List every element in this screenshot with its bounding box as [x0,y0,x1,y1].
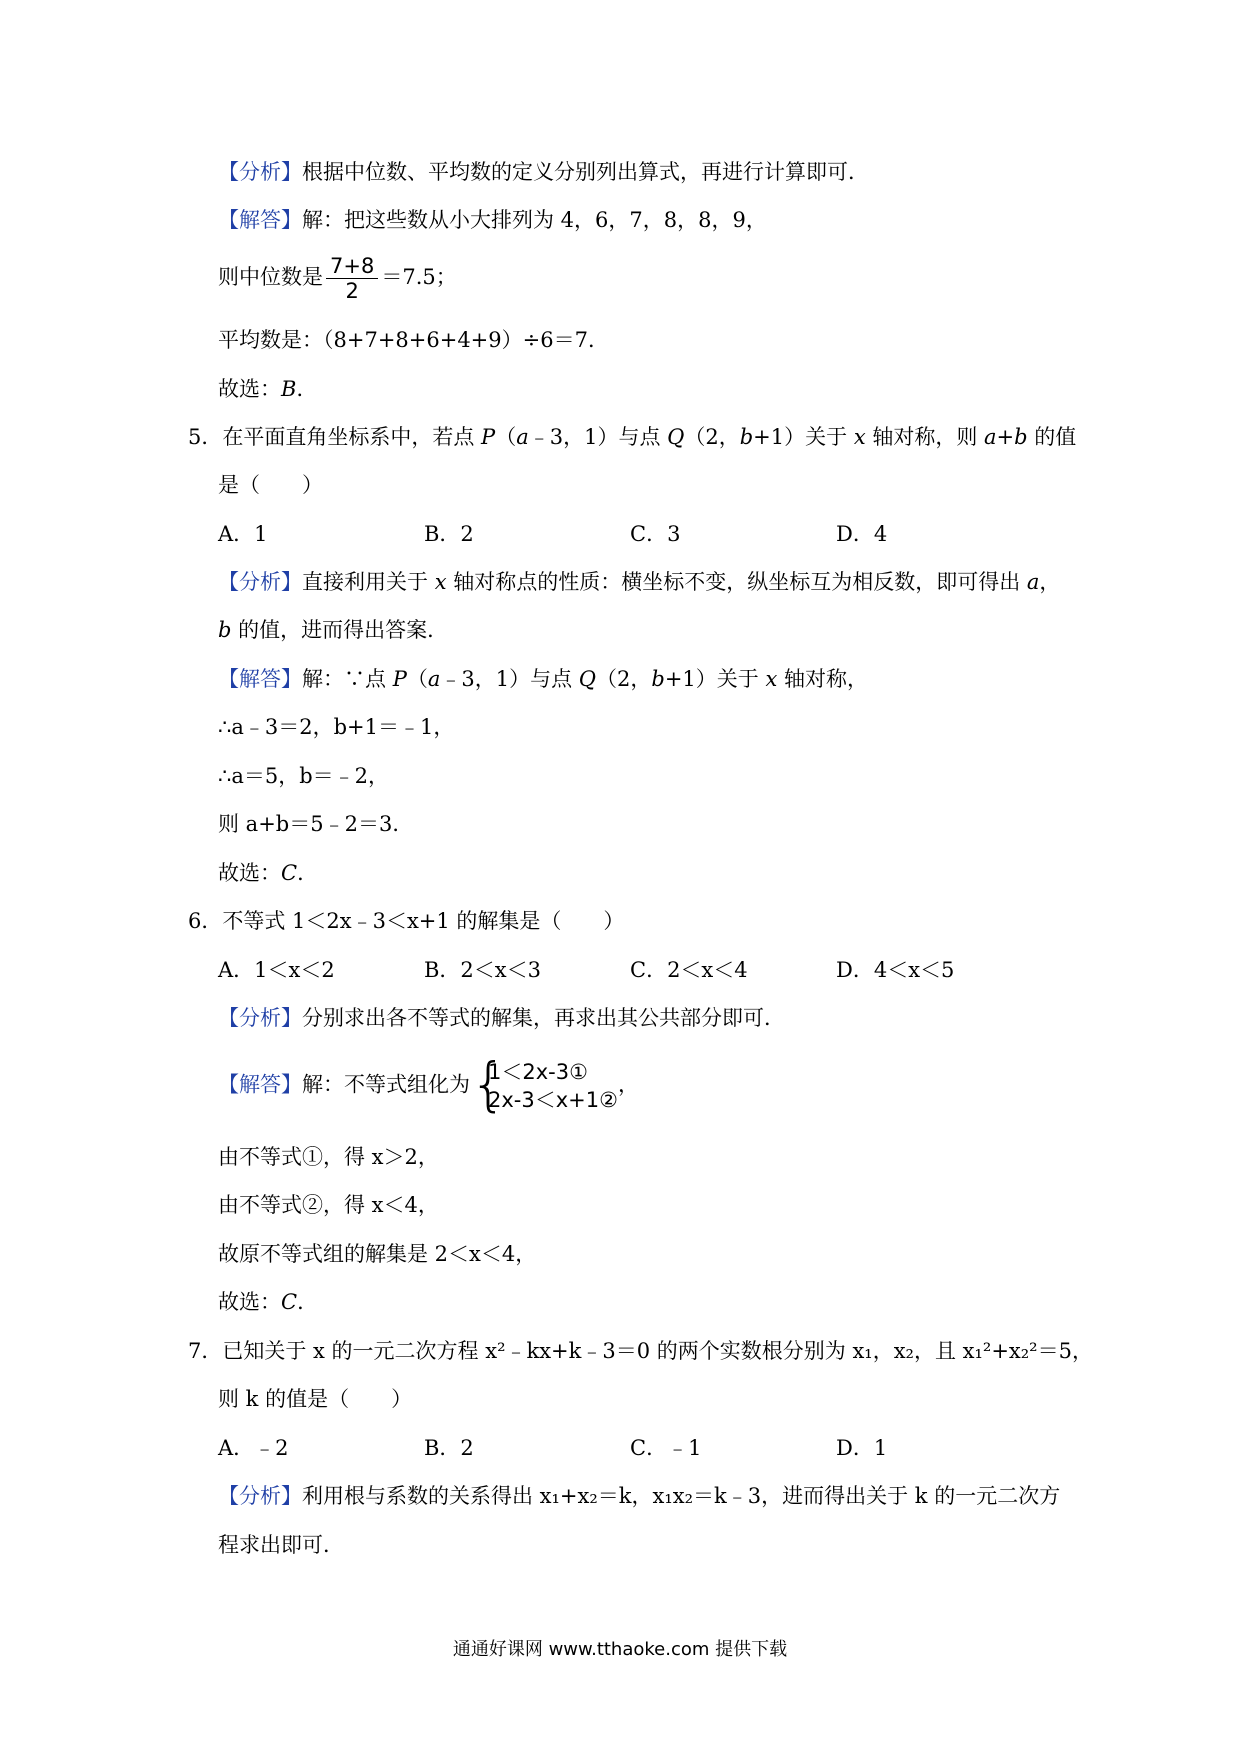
option-c: C．2＜x＜4 [630,958,748,982]
answer-suffix: ． [296,377,318,401]
analysis-text: 利用根与系数的关系得出 x₁+x₂＝k，x₁x₂＝k﹣3，进而得出关于 k 的一元二次方 [302,1484,1061,1508]
page-footer: 通通好课网 www.tthaoke.com 提供下载 [452,1639,788,1660]
inequality-2: 2x-3＜x+1② [488,1088,618,1112]
analysis-tag: 【分析】 [218,1006,302,1030]
q5-part: （ [495,425,517,449]
q5-solution-part: （2， [595,667,652,691]
solution-text: 解：把这些数从小大排列为 4，6，7，8，8，9， [302,208,767,232]
answer-letter: B [281,377,297,401]
q5-solution-line [218,664,868,694]
answer-prefix: 故选： [218,377,281,401]
system-suffix: ， [617,1072,639,1097]
solution-text: 解：不等式组化为 [302,1072,470,1097]
analysis-tag: 【分析】 [218,160,302,184]
q5-analysis-var: b [218,618,232,642]
q5-solution-var: x [765,667,778,691]
option-c: C．3 [630,522,681,546]
q5-part: 的值 [1027,425,1077,449]
median-result: ＝7.5； [381,265,457,289]
question-7-stem: 7．已知关于 x 的一元二次方程 x²﹣kx+k﹣3＝0 的两个实数根分别为 x₁，x₂，且 x₁²+x₂²＝5， [188,1339,1093,1363]
q5-part: ﹣3，1）与点 [528,425,668,449]
q6-step-2: 由不等式②，得 x＜4， [218,1193,439,1217]
inequality-1: 1＜2x-3① [488,1060,588,1084]
question-5-stem [188,422,1076,452]
q5-analysis-part: 轴对称点的性质：横坐标不变，纵坐标互为相反数，即可得出 [446,570,1027,594]
analysis-line [218,157,869,187]
analysis-text: 根据中位数、平均数的定义分别列出算式，再进行计算即可． [302,160,869,184]
q5-part: （2， [684,425,740,449]
q5-part: +1）关于 [753,425,854,449]
median-prefix: 则中位数是 [218,265,323,289]
q5-analysis-var: x [434,570,447,594]
option-d: D．4 [836,522,888,546]
left-brace: { [470,1050,507,1118]
analysis-tag: 【分析】 [218,1484,302,1508]
answer-prefix: 故选： [218,1290,281,1314]
answer-letter: C [281,861,298,885]
solution-tag: 【解答】 [218,208,302,232]
solution-tag: 【解答】 [218,667,302,691]
fraction-numerator: 7+8 [326,254,378,279]
question-6-options [218,955,1042,985]
q6-answer [218,1287,318,1317]
q6-step-1: 由不等式①，得 x＞2， [218,1145,439,1169]
q5-part: 轴对称，则 [865,425,985,449]
q5-solution-var: b [651,667,665,691]
question-6-stem: 6．不等式 1＜2x﹣3＜x+1 的解集是（ ） [188,909,625,933]
q5-step-2: ∴a＝5，b＝﹣2， [218,764,390,788]
option-a: A．﹣2 [218,1436,289,1460]
mean-line: 平均数是：（8+7+8+6+4+9）÷6＝7． [218,328,609,352]
answer-prefix: 故选： [218,861,281,885]
solution-tag: 【解答】 [218,1072,302,1097]
answer-letter: C [281,1290,298,1314]
option-b: B．2 [424,1436,474,1460]
option-c: C．﹣1 [630,1436,702,1460]
q5-solution-part: （ [406,667,428,691]
q5-analysis-part: 直接利用关于 [302,570,435,594]
q5-var: a+b [984,425,1028,449]
answer-line [218,374,317,404]
q6-solution-line [218,1050,639,1118]
option-d: D．1 [836,1436,888,1460]
q5-solution-part: 解：∵点 [302,667,393,691]
solution-line [218,205,767,235]
q5-solution-part: +1）关于 [664,667,766,691]
q6-step-3: 故原不等式组的解集是 2＜x＜4， [218,1242,537,1266]
q5-var: Q [667,425,685,449]
q5-analysis-var: a [1026,570,1040,594]
q5-solution-var: P [392,667,407,691]
option-a: A．1＜x＜2 [218,958,335,982]
fraction-denominator: 2 [345,279,359,303]
inequality-system [470,1050,618,1118]
answer-suffix: ． [297,861,319,885]
q5-solution-part: 轴对称， [777,667,868,691]
option-d: D．4＜x＜5 [836,958,955,982]
answer-suffix: ． [297,1290,319,1314]
option-b: B．2 [424,522,474,546]
q5-answer [218,858,318,888]
q7-analysis-line [218,1481,1060,1511]
q5-var: b [739,425,754,449]
question-7-options [218,1433,1042,1463]
question-7-stem-cont: 则 k 的值是（ ） [218,1387,413,1411]
question-5-options [218,519,1042,549]
q5-solution-var: Q [578,667,596,691]
question-5-stem-cont: 是（ ） [218,473,323,497]
option-a: A．1 [218,522,268,546]
q5-step-1: ∴a﹣3＝2，b+1＝﹣1， [218,715,455,739]
option-b: B．2＜x＜3 [424,958,541,982]
median-line [218,254,457,303]
q5-solution-var: a [427,667,441,691]
analysis-text: 分别求出各不等式的解集，再求出其公共部分即可． [302,1006,785,1030]
q5-analysis-line [218,567,1060,597]
q5-analysis-part: 的值，进而得出答案． [231,618,449,642]
q5-var: x [853,425,866,449]
median-fraction [326,254,378,303]
q5-analysis-part: ， [1039,570,1061,594]
q5-solution-part: ﹣3，1）与点 [440,667,579,691]
q7-analysis-line-2: 程求出即可． [218,1533,344,1557]
q5-var: a [516,425,529,449]
q5-analysis-line-2 [218,615,448,645]
q5-var: P [481,425,496,449]
q5-step-3: 则 a+b＝5﹣2＝3． [218,812,414,836]
analysis-tag: 【分析】 [218,570,302,594]
q5-part: 5．在平面直角坐标系中，若点 [188,425,482,449]
q6-analysis-line [218,1003,785,1033]
